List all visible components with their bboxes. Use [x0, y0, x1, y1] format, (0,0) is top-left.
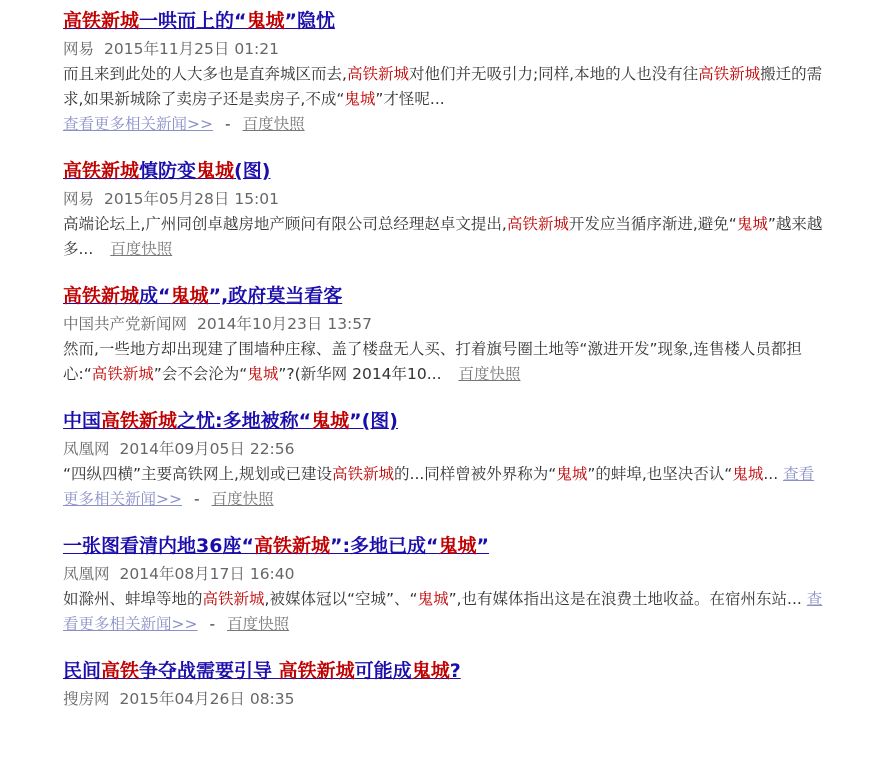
result-source: 网易: [63, 40, 95, 58]
title-highlight: 鬼城: [246, 10, 285, 32]
title-highlight: 高铁新城: [63, 160, 140, 182]
result-title: [63, 531, 887, 561]
result-meta: [63, 186, 887, 212]
title-text: (图): [234, 160, 271, 182]
snippet-text: ”越来越多...: [63, 215, 823, 258]
result-title: [63, 656, 887, 686]
title-text: 争夺战需要引导: [139, 660, 279, 682]
result-time: 2015年11月25日 01:21: [104, 40, 280, 58]
title-highlight: 高铁: [101, 660, 140, 682]
snippet-text: 高端论坛上,广州同创卓越房地产顾问有限公司总经理赵卓文提出,: [63, 215, 507, 233]
snippet-highlight: 高铁新城: [506, 215, 569, 233]
snippet-highlight: 鬼城: [556, 465, 588, 483]
snippet-text: ”?(新华网 2014年10...: [278, 365, 442, 383]
result-snippet: [63, 62, 823, 112]
result-meta: [63, 561, 887, 587]
snippet-highlight: 鬼城: [736, 215, 768, 233]
title-text: 可能成: [354, 660, 412, 682]
snippet-highlight: 高铁新城: [698, 65, 761, 83]
result-title-link[interactable]: [63, 406, 398, 436]
more-news-link[interactable]: 查看更多相关新闻>>: [63, 590, 823, 633]
cache-snapshot-link[interactable]: 百度快照: [110, 240, 173, 258]
result-title-link[interactable]: [63, 6, 335, 36]
title-text: ”(图): [349, 410, 398, 432]
snippet-text: ...: [763, 465, 779, 483]
link-separator: -: [209, 615, 216, 633]
result-source: 中国共产党新闻网: [63, 315, 188, 333]
result-title-link[interactable]: [63, 531, 489, 561]
more-news-link[interactable]: 查看更多相关新闻>>: [63, 465, 815, 508]
result-source: 搜房网: [63, 690, 110, 708]
title-text: 一哄而上的“: [139, 10, 247, 32]
link-separator: -: [193, 490, 200, 508]
result-snippet: [63, 212, 823, 262]
title-highlight: 鬼城: [438, 535, 477, 557]
cache-snapshot-link[interactable]: 百度快照: [211, 490, 274, 508]
title-highlight: 高铁新城: [63, 10, 140, 32]
result-time: 2015年04月26日 08:35: [119, 690, 295, 708]
result-source: 网易: [63, 190, 95, 208]
snippet-text: ”的蚌埠,也坚决否认“: [587, 465, 733, 483]
search-result: [63, 406, 887, 512]
result-meta: [63, 436, 887, 462]
snippet-text: 对他们并无吸引力;同样,本地的人也没有往: [408, 65, 699, 83]
title-text: ”: [476, 535, 490, 557]
more-news-link[interactable]: 查看更多相关新闻>>: [63, 115, 213, 133]
result-snippet: [63, 337, 823, 387]
result-title-link[interactable]: [63, 156, 270, 186]
snippet-highlight: 高铁新城: [346, 65, 409, 83]
snippet-highlight: 高铁新城: [202, 590, 265, 608]
result-snippet: [63, 587, 823, 637]
snippet-text: ”,也有媒体指出这是在浪费土地收益。在宿州东站...: [448, 590, 802, 608]
result-title: [63, 281, 887, 311]
title-highlight: 高铁新城: [253, 535, 330, 557]
result-source: 凤凰网: [63, 565, 110, 583]
title-highlight: 鬼城: [411, 660, 450, 682]
cache-snapshot-link[interactable]: 百度快照: [458, 365, 521, 383]
result-time: 2014年08月17日 16:40: [119, 565, 295, 583]
snippet-text: 而且来到此处的人大多也是直奔城区而去,: [63, 65, 347, 83]
title-text: 一张图看清内地36座“: [63, 535, 254, 557]
search-result: [63, 156, 887, 262]
cache-snapshot-link[interactable]: 百度快照: [227, 615, 290, 633]
snippet-text: 然而,一些地方却出现建了围墙种庄稼、盖了楼盘无人买、打着旗号圈土地等“激进开发”现象,连售楼人员都担心:“: [63, 340, 802, 383]
title-text: ”隐忧: [284, 10, 336, 32]
result-title-link[interactable]: [63, 281, 342, 311]
search-result: [63, 656, 887, 712]
snippet-highlight: 高铁新城: [332, 465, 395, 483]
snippet-highlight: 鬼城: [732, 465, 764, 483]
title-highlight: 高铁新城: [101, 410, 178, 432]
title-highlight: 高铁新城: [63, 285, 140, 307]
result-meta: [63, 36, 887, 62]
result-meta: [63, 686, 887, 712]
snippet-text: 开发应当循序渐进,避免“: [568, 215, 737, 233]
title-highlight: 鬼城: [311, 410, 350, 432]
search-result: [63, 6, 887, 137]
title-text: 成“: [139, 285, 171, 307]
snippet-text: 的...同样曾被外界称为“: [394, 465, 557, 483]
result-title: [63, 6, 887, 36]
search-result: [63, 531, 887, 637]
title-text: 中国: [63, 410, 102, 432]
snippet-highlight: 鬼城: [247, 365, 279, 383]
snippet-text: 搬迁的需求,如果新城除了卖房子还是卖房子,不成“: [63, 65, 823, 108]
result-snippet: [63, 462, 823, 512]
result-title: [63, 406, 887, 436]
link-separator: -: [224, 115, 231, 133]
title-text: ”:多地已成“: [329, 535, 439, 557]
title-highlight: 高铁新城: [278, 660, 355, 682]
result-meta: [63, 311, 887, 337]
result-time: 2015年05月28日 15:01: [104, 190, 280, 208]
result-title-link[interactable]: [63, 656, 461, 686]
title-text: ”,政府莫当看客: [208, 285, 343, 307]
snippet-text: “四纵四横”主要高铁网上,规划或已建设: [63, 465, 332, 483]
snippet-highlight: 鬼城: [344, 90, 376, 108]
title-highlight: 鬼城: [170, 285, 209, 307]
result-time: 2014年09月05日 22:56: [119, 440, 295, 458]
result-source: 凤凰网: [63, 440, 110, 458]
title-highlight: 鬼城: [196, 160, 235, 182]
result-links: [63, 112, 887, 137]
snippet-highlight: 高铁新城: [91, 365, 154, 383]
title-text: ?: [449, 660, 461, 682]
result-title: [63, 156, 887, 186]
snippet-text: ”会不会沦为“: [153, 365, 248, 383]
title-text: 民间: [63, 660, 102, 682]
snippet-text: 如滁州、蚌埠等地的: [63, 590, 203, 608]
snippet-text: ”才怪呢...: [375, 90, 445, 108]
title-text: 之忧:多地被称“: [177, 410, 312, 432]
result-time: 2014年10月23日 13:57: [197, 315, 373, 333]
snippet-text: ,被媒体冠以“空城”、“: [264, 590, 418, 608]
snippet-highlight: 鬼城: [417, 590, 449, 608]
search-result: [63, 281, 887, 387]
title-text: 慎防变: [139, 160, 197, 182]
cache-snapshot-link[interactable]: 百度快照: [242, 115, 305, 133]
